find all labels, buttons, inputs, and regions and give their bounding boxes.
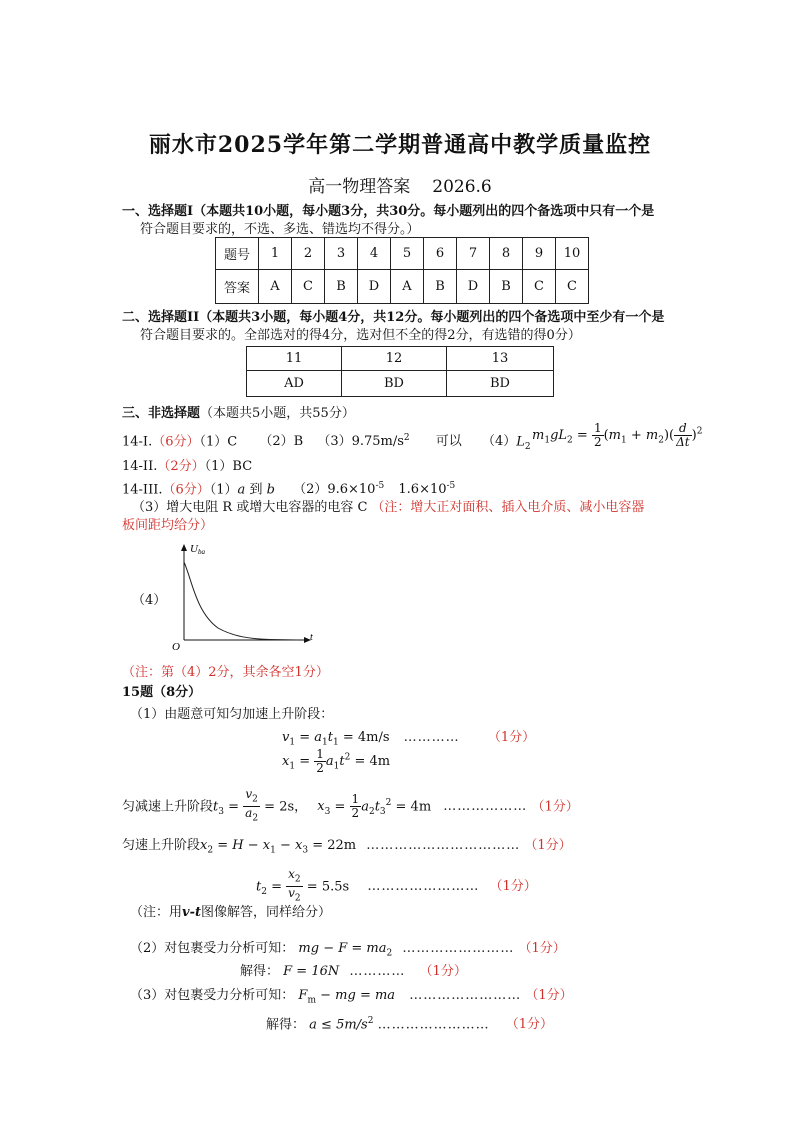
table-cell: 9 xyxy=(523,238,556,270)
q15-note-text: （注：用 xyxy=(130,905,183,920)
table-cell: 12 xyxy=(342,347,447,371)
table-cell: 2 xyxy=(292,238,325,270)
graph-ylabel-sub: ba xyxy=(198,548,205,556)
q15-s5-score: （1分） xyxy=(518,941,566,956)
table-cell: 5 xyxy=(391,238,424,270)
q14-3-a2b: 1.6×10 xyxy=(398,482,447,498)
q14-1-a4-sub: 2 xyxy=(524,441,531,452)
q15-eq1: $v_1 = a_1t_1 = 4m/s$ ………… （1分） xyxy=(282,730,536,748)
q15-s3-val: = 22m xyxy=(308,838,357,853)
table-cell: AD xyxy=(247,371,342,397)
q15-note xyxy=(130,904,331,922)
q14-2-label: 14-II. xyxy=(122,459,158,474)
q14-1-a1: （1）C xyxy=(199,434,238,450)
q14-2-score: （2分） xyxy=(157,459,205,474)
q15-s7-F-sub: m xyxy=(307,995,316,1006)
table-cell: 3 xyxy=(325,238,358,270)
q15-s8-eq-sup: 2 xyxy=(367,1016,374,1026)
table-cell: 13 xyxy=(447,347,554,371)
q15-s6: 解得： F = 16N ………… （1分） xyxy=(240,964,467,979)
part1-answer-table xyxy=(215,237,589,304)
q14-3-a2b-sup: -5 xyxy=(446,481,456,491)
q14-3-answer xyxy=(122,477,455,499)
q15-s3-eq: = H − x xyxy=(217,838,271,853)
q15-s7: （3）对包裹受力分析可知： $F_m$ − mg = ma …………………… （1分） xyxy=(130,988,573,1006)
q15-s8-score: （1分） xyxy=(505,1017,554,1033)
q14-1-score: （6分） xyxy=(152,434,200,450)
q15-s8-eq: a ≤ 5m/s xyxy=(309,1017,368,1033)
part3-heading-text: 三、非选择题 xyxy=(122,406,201,421)
q14-3-a3-note2: 板间距均给分） xyxy=(122,518,214,533)
part1-heading xyxy=(122,203,654,221)
page-title: 丽水市2025学年第二学期普通高中教学质量监控 xyxy=(148,132,652,158)
table-cell: 7 xyxy=(457,238,490,270)
table-cell: A xyxy=(259,270,292,304)
q14-3-a1-var2: b xyxy=(266,482,275,498)
table-label-answer: 答案 xyxy=(216,270,259,304)
part2-heading: 二、选择题II（本题共3小题，每小题4分，共12分。每小题列出的四个备选项中至少有一个是 xyxy=(122,310,665,325)
table-cell: D xyxy=(358,270,391,304)
table-cell: B xyxy=(490,270,523,304)
q15-s7-score: （1分） xyxy=(525,988,573,1003)
q14-3-note: （注：第（4）2分，其余各空1分） xyxy=(122,665,329,680)
table-cell: 6 xyxy=(424,238,457,270)
q14-1-a4: （4） xyxy=(481,434,517,450)
q14-3-a2-sup: -5 xyxy=(375,481,385,491)
part3-heading xyxy=(122,405,355,423)
table-cell: C xyxy=(556,270,589,304)
subtitle-text: 高一物理答案 xyxy=(308,177,411,197)
graph-y-arrow xyxy=(181,544,187,551)
q15-s7-F: F xyxy=(298,988,308,1003)
part3-heading-note: （本题共5小题，共55分） xyxy=(200,406,355,421)
q15-eq2-x-sub: 1 xyxy=(289,761,296,772)
q15-eq1-score: （1分） xyxy=(487,730,536,745)
q15-note-vt: v-t xyxy=(182,905,201,920)
q15-eq1-t: t xyxy=(327,730,333,745)
graph-ylabel: U xyxy=(190,543,198,555)
graph-origin: O xyxy=(172,641,180,652)
part2-answer-table xyxy=(246,346,554,397)
q15-s7-text: （3）对包裹受力分析可知： xyxy=(130,988,295,1003)
graph-curve xyxy=(184,562,298,640)
q15-s4-score: （1分） xyxy=(489,879,537,895)
q14-2-answer xyxy=(122,458,252,476)
q15-s3-score: （1分） xyxy=(524,838,572,853)
q15-s5-eq: mg − F = ma xyxy=(298,941,387,956)
graph-xlabel: t xyxy=(310,632,313,643)
table-cell: BD xyxy=(447,371,554,397)
q14-1-a4-sym: L xyxy=(516,434,525,450)
q15-s1: （1）由题意可知匀加速上升阶段： xyxy=(130,707,334,722)
q15-s5-text: （2）对包裹受力分析可知： xyxy=(130,941,295,956)
q14-1-label: 14-I. xyxy=(122,434,153,450)
part1-heading-line1: 一、选择题I（本题共10小题，每小题3分，共30分。每小题列出的四个备选项中只有一个是 xyxy=(122,204,655,219)
table-cell: BD xyxy=(342,371,447,397)
q15-eq1-val: = 4m/s xyxy=(338,730,390,745)
q14-1-a3-sup: 2 xyxy=(403,433,410,443)
table-cell: A xyxy=(391,270,424,304)
q14-1-formula: $m_1gL_2$ = $\frac{1}{2}$ $(m_1 + m_2)$( $\frac{d}{\Delta t}$ )$^2$ xyxy=(532,421,703,449)
q15-eq1-a: = a xyxy=(295,730,323,745)
q15-eq2: $x_1$ = $\frac{1}{2}$ $a_1t^2 = 4m$ xyxy=(282,747,391,775)
q15-eq1-v: v xyxy=(282,730,290,745)
q14-3-a1-var1: a xyxy=(237,482,246,498)
table-cell: 10 xyxy=(556,238,589,270)
q15-eq1-t-sub: 1 xyxy=(332,737,339,748)
q15-s3-text: 匀速上升阶段 xyxy=(122,838,201,853)
page-subtitle xyxy=(0,172,800,197)
q15-s6-text: 解得： xyxy=(240,964,280,979)
q15-note-rest: 图像解答，同样给分） xyxy=(200,905,331,920)
q15-s4: $t_2$ = $\frac{x_2}{v_2}$ = 5.5s …………………… （1分） xyxy=(256,867,537,904)
q15-s6-eq: F = 16N xyxy=(283,964,340,979)
q15-eq2-x: x xyxy=(282,754,290,769)
q15-s2: 匀减速上升阶段$t_3$ = $\frac{v_2}{a_2}$ = 2s， $x_3$ = $\frac{1}{2}$ $a_2t_3^2 = 4m$ ……………… （1分） xyxy=(122,787,579,824)
q15-s2-val2: = 4m xyxy=(391,799,432,815)
q15-heading: 15题（8分） xyxy=(122,685,202,700)
q15-s3: 匀速上升阶段$x_2 = H - x_1 - x_3 = 22m$ …………………………… （1分） xyxy=(122,838,572,856)
q14-1-a3: （3）9.75m/s xyxy=(317,434,404,450)
table-cell: B xyxy=(424,270,457,304)
table-cell: 8 xyxy=(490,238,523,270)
table-cell: C xyxy=(523,270,556,304)
q15-s4-val: = 5.5s xyxy=(302,879,350,895)
table-cell: 1 xyxy=(259,238,292,270)
table-cell: D xyxy=(457,270,490,304)
part2-heading-line2: 符合题目要求的。全部选对的得4分，选对但不全的得2分，有选错的得0分） xyxy=(140,328,581,343)
q14-1-a3b: 可以 xyxy=(435,434,462,450)
q15-s2-text: 匀减速上升阶段 xyxy=(122,799,214,815)
q15-eq1-a-sub: 1 xyxy=(322,737,328,748)
table-cell: 4 xyxy=(358,238,391,270)
q14-2-a1: （1）BC xyxy=(204,459,253,474)
q15-s2-score: （1分） xyxy=(531,799,579,815)
q14-3-label: 14-III. xyxy=(122,482,163,498)
q14-3-a1-to: 到 xyxy=(249,482,263,498)
q14-3-score: （6分） xyxy=(162,482,210,498)
q14-3-a2: （2）9.6×10 xyxy=(293,482,376,498)
exam-date: 2026.6 xyxy=(432,177,492,197)
table-label-question: 题号 xyxy=(216,238,259,270)
q15-eq2-val: = 4m xyxy=(350,754,391,769)
q14-3-a4-label: （4） xyxy=(132,593,167,608)
q14-3-a3-note: （注：增大正对面积、插入电介质、减小电容器 xyxy=(371,500,645,515)
discharge-curve-graph xyxy=(170,540,320,652)
q15-s7-eq: − mg = ma xyxy=(316,988,396,1003)
q15-s8: 解得： $a \le 5m/s^2$ …………………… （1分） xyxy=(266,1016,554,1033)
q15-s5-eq-sub: 2 xyxy=(386,948,393,959)
table-cell: 11 xyxy=(247,347,342,371)
q15-s2-val: = 2s xyxy=(260,799,295,815)
q15-s8-text: 解得： xyxy=(266,1017,306,1033)
q15-s5: （2）对包裹受力分析可知： mg − $F = ma_2$ …………………… （1分） xyxy=(130,941,566,959)
part1-heading-line2: 符合题目要求的，不选、多选、错选均不得分。） xyxy=(140,222,420,237)
q15-eq1-v-sub: 1 xyxy=(289,737,296,748)
table-cell: B xyxy=(325,270,358,304)
q14-3-a1: （1） xyxy=(209,482,238,498)
table-cell: C xyxy=(292,270,325,304)
q14-3-a3-line xyxy=(132,499,644,517)
q14-1-answer xyxy=(122,429,531,456)
q14-3-a3: （3）增大电阻 R 或增大电容器的电容 C xyxy=(132,500,368,515)
q15-s6-score: （1分） xyxy=(419,964,467,979)
q14-1-a2: （2）B xyxy=(259,434,304,450)
